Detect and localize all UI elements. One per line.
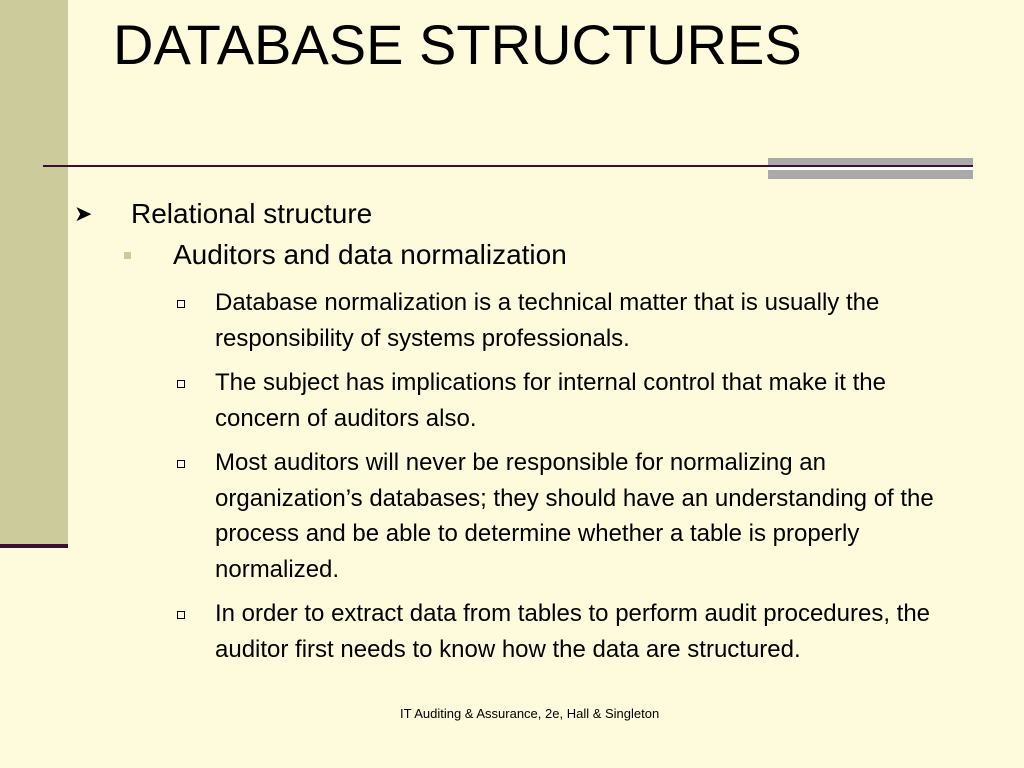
bullet-level3-text: In order to extract data from tables to perform audit procedures, the auditor first needs to know how the data are structured. (215, 600, 931, 663)
bullet-level2-text: Auditors and data normalization (173, 239, 567, 270)
bullet-level3-item (174, 285, 974, 356)
bullet-level3-item (174, 445, 974, 587)
left-decorative-band (0, 0, 68, 544)
bullet-level3-text: Most auditors will never be responsible for normalizing an organization’s databases; they should have an understanding of the process and be able to determine whether a table is properly normalized. (215, 449, 934, 583)
hollow-square-bullet-icon (177, 460, 185, 468)
bullet-level3-text: Database normalization is a technical matter that is usually the responsibility of systems professionals. (215, 289, 880, 352)
hollow-square-bullet-icon (177, 611, 185, 619)
left-band-rule (0, 544, 68, 548)
bullet-level3-text: The subject has implications for internal control that make it the concern of auditors also. (215, 369, 886, 432)
bullet-level3-item (174, 596, 974, 667)
slide-footer: IT Auditing & Assurance, 2e, Hall & Singleton (400, 706, 660, 721)
hollow-square-bullet-icon (177, 300, 185, 308)
bullet-level3-list (174, 285, 974, 676)
divider-accent-bar (768, 158, 973, 179)
slide-title: DATABASE STRUCTURES (113, 13, 802, 76)
bullet-level3-item (174, 365, 974, 436)
hollow-square-bullet-icon (177, 380, 185, 388)
bullet-level1-text: Relational structure (131, 198, 373, 229)
square-bullet-icon (124, 252, 131, 259)
arrowhead-bullet-icon: ➤ (74, 201, 93, 226)
